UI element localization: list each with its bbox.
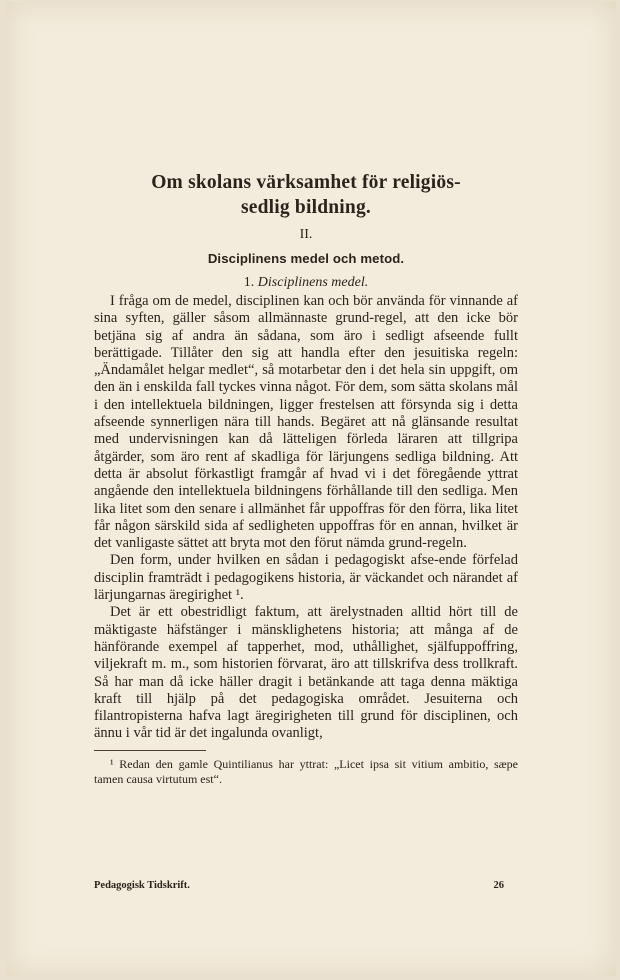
paragraph-3: Det är ett obestridligt faktum, att ärelystnaden alltid hört till de mäktigaste häfstänger i mänsklighetens historia; att många af de hänförande exempel af tapperhet, mod, uthållighet, själfuppoffring, viljekraft m. m., som historien förvarat, äro att tillskrifva dess trollkraft. Så har man då icke häller dragit i betänkande att taga denna mäktiga kraft till hjälp på det pedagogiska området. Jesuiterna och filantropisterna hafva lagt äregirigheten till grund för disciplinen, och ännu i vår tid är det ingalunda ovanligt,	[94, 604, 518, 742]
footnote-divider	[94, 750, 206, 751]
part-number: II.	[299, 227, 313, 242]
paragraph-2: Den form, under hvilken en sådan i pedagogiskt afse-ende förfelad disciplin framträdt i pedagogikens historia, är väckandet och närandet af lärjungarnas äregirighet ¹.	[94, 552, 518, 604]
subsection-heading	[94, 274, 518, 292]
page	[6, 2, 616, 976]
signature-mark: 26	[493, 880, 504, 891]
article-body	[94, 293, 518, 743]
title-line-2: sedlig bildning.	[240, 197, 371, 218]
title-line-1: Om skolans värksamhet för religiös-	[151, 172, 461, 193]
text-column	[94, 170, 518, 788]
journal-name: Pedagogisk Tidskrift.	[94, 880, 190, 891]
paragraph-1: I fråga om de medel, disciplinen kan och bör använda för vinnande af sina syften, gäller såsom allmännaste grund-regel, att den icke bör betjäna sig af andra än sådana, som äro i sedligt afseende fullt berättigade. Tillåter den sig att handla efter den jesuitiska regeln: „Ändamålet helgar medlet“, så motarbetar den i det hela sin uppgift, om den än i enskilda fall tyckes vinna något. För dem, som sätta skolans mål i den intellektuela bildningen, ligger frestelsen att försynda sig i detta afseende synnerligen nära till hands. Begäret att nå glänsande resultat med undervisningen kan då lätteligen förleda läraren att tillgripa åtgärder, som äro rent af skadliga för lärjungens sedliga bildning. Att detta är absolut förkastligt framgår af hvad vi i det föregående yttrat angående den intellektuela bildningens förhållande till den sedliga. Men lika litet som den senare i allmänhet får uppoffras för den förra, lika litet får någon särskild sida af sedligheten uppoffras för en annan, hvilket är det vanligaste sättet att bryta mot den förut nämda grund-regeln.	[94, 293, 518, 552]
section-heading: Disciplinens medel och metod.	[207, 251, 405, 266]
article-title	[94, 170, 518, 220]
subsection-number: 1.	[243, 275, 255, 290]
subsection-title: Disciplinens medel.	[257, 275, 369, 290]
page-footer	[94, 880, 518, 891]
footnote: ¹ Redan den gamle Quintilianus har yttrat: „Licet ipsa sit vitium ambitio, sæpe tamen causa virtutum est“.	[94, 756, 518, 787]
